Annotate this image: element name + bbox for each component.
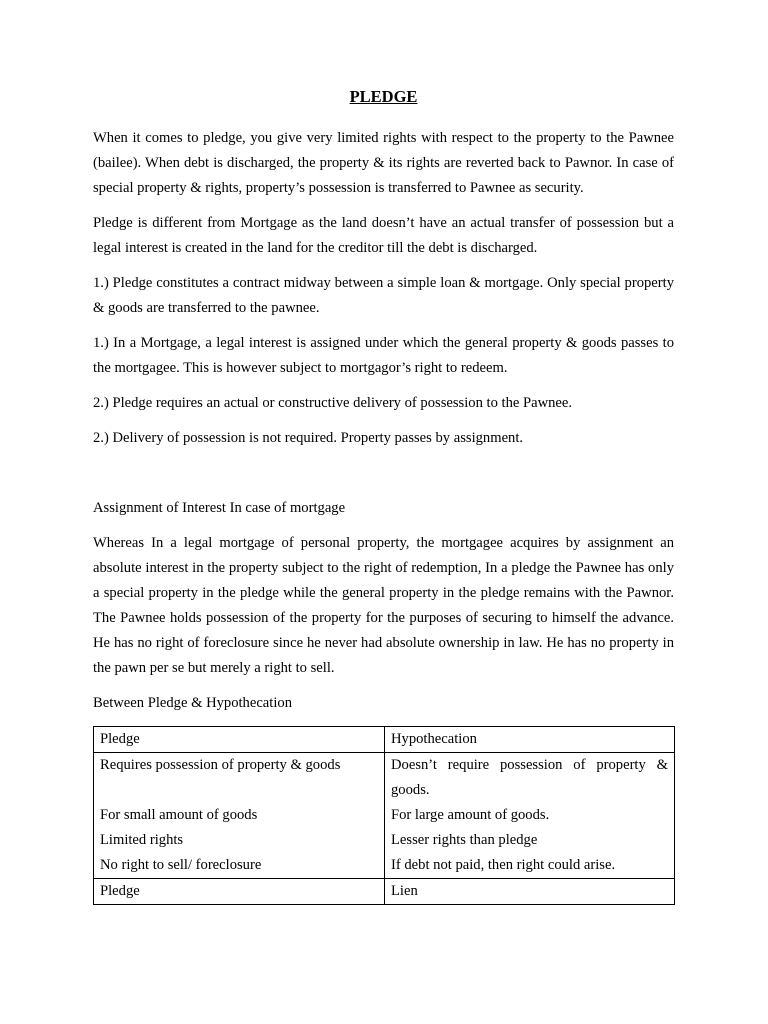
- paragraph-point-2-mortgage: 2.) Delivery of possession is not required. Property passes by assignment.: [93, 430, 524, 446]
- document-page: [93, 86, 674, 905]
- table-footer-row: [94, 879, 675, 905]
- body-cell-hypothecation: [385, 753, 675, 879]
- footer-cell-lien: Lien: [385, 879, 675, 905]
- table-heading: Between Pledge & Hypothecation: [93, 695, 292, 711]
- page-title: PLEDGE: [349, 87, 418, 106]
- section-spacer: [93, 461, 674, 496]
- hypothecation-item: Doesn’t require possession of property & goods.: [391, 757, 668, 798]
- paragraph-point-1-mortgage: 1.) In a Mortgage, a legal interest is assigned under which the general property & goods passes to the mortgagee. This is however subject to mortgagor’s right to redeem.: [93, 335, 674, 376]
- footer-cell-pledge: Pledge: [94, 879, 385, 905]
- paragraph-point-1-pledge: 1.) Pledge constitutes a contract midway between a simple loan & mortgage. Only special property & goods are transferred to the pawnee.: [93, 275, 674, 316]
- assignment-heading: Assignment of Interest In case of mortgage: [93, 500, 346, 516]
- hypothecation-item: Lesser rights than pledge: [391, 832, 538, 848]
- header-cell-pledge: Pledge: [94, 727, 385, 753]
- paragraph-point-2-pledge: 2.) Pledge requires an actual or constructive delivery of possession to the Pawnee.: [93, 395, 573, 411]
- assignment-paragraph: Whereas In a legal mortgage of personal property, the mortgagee acquires by assignment an absolute interest in the property subject to the right of redemption, In a pledge the Pawnee has only a special property in the pledge while the general property in the pledge remains with the Pawnor. The Pawnee holds possession of the property for the purposes of securing to himself the advance. He has no right of foreclosure since he never had absolute ownership in law. He has no property in the pawn per se but merely a right to sell.: [93, 535, 674, 676]
- table-header-row: [94, 727, 675, 753]
- hypothecation-item: For large amount of goods.: [391, 807, 550, 823]
- comparison-table: [93, 726, 675, 905]
- pledge-item: For small amount of goods: [100, 807, 258, 823]
- paragraph-mortgage-difference: Pledge is different from Mortgage as the land doesn’t have an actual transfer of possession but a legal interest is created in the land for the creditor till the debt is discharged.: [93, 215, 674, 256]
- header-cell-hypothecation: Hypothecation: [385, 727, 675, 753]
- hypothecation-item: If debt not paid, then right could arise.: [391, 857, 616, 873]
- cell-spacer: [100, 778, 378, 803]
- paragraph-intro: When it comes to pledge, you give very limited rights with respect to the property to the Pawnee (bailee). When debt is discharged, the property & its rights are reverted back to Pawnor. In case of special property & rights, property’s possession is transferred to Pawnee as security.: [93, 130, 674, 196]
- pledge-item: Limited rights: [100, 832, 184, 848]
- table-row: [94, 753, 675, 879]
- pledge-item: Requires possession of property & goods: [100, 757, 341, 773]
- body-cell-pledge: [94, 753, 385, 879]
- pledge-item: No right to sell/ foreclosure: [100, 857, 262, 873]
